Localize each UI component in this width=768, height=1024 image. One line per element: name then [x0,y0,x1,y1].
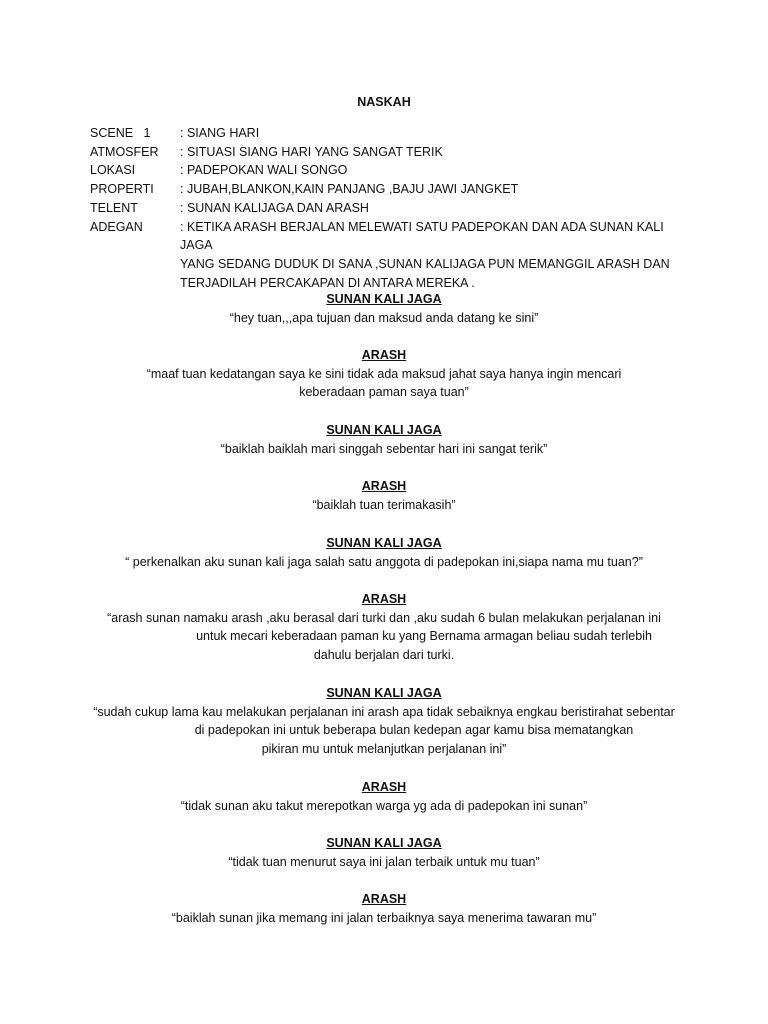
dialogue-block [0,890,768,927]
dialogue-line: “arash sunan namaku arash ,aku berasal dari turki dan ,aku sudah 6 bulan melakukan perjalanan ini [107,610,661,625]
dialogue-line: “hey tuan,,,apa tujuan dan maksud anda datang ke sini” [229,310,539,325]
dialogue-block [0,834,768,871]
meta-label: TELENT [90,200,138,215]
meta-label: ATMOSFER [90,144,159,159]
meta-label: SCENE 1 [90,126,151,140]
meta-value: : JUBAH,BLANKON,KAIN PANJANG ,BAJU JAWI JANGKET [180,182,519,197]
speaker-name: SUNAN KALI JAGA [326,292,442,306]
dialogue-line: “ perkenalkan aku sunan kali jaga salah satu anggota di padepokan ini,siapa nama mu tuan?” [125,554,643,569]
dialogue-block [0,477,768,514]
dialogue-line: dahulu berjalan dari turki. [313,648,455,663]
meta-value: YANG SEDANG DUDUK DI SANA ,SUNAN KALIJAGA PUN MEMANGGIL ARASH DAN [180,256,670,271]
dialogue-line: “baiklah sunan jika memang ini jalan terbaiknya saya menerima tawaran mu” [171,910,597,925]
scene-metadata [90,124,690,292]
dialogue-block [0,421,768,458]
meta-value: : PADEPOKAN WALI SONGO [180,163,348,178]
dialogue-line: di padepokan ini untuk beberapa bulan kedepan agar kamu bisa mematangkan [194,723,634,738]
speaker-name: ARASH [361,348,407,362]
dialogue-line: untuk mecari keberadaan paman ku yang Bernama armagan beliau sudah terlebih [196,629,652,644]
meta-value: : SIANG HARI [180,126,260,140]
speaker-name: ARASH [361,592,407,606]
meta-row-telent [90,199,690,218]
meta-label: PROPERTI [90,182,154,197]
dialogue-line: “sudah cukup lama kau melakukan perjalanan ini arash apa tidak sebaiknya engkau beristirahat sebentar [93,704,675,719]
meta-row-atmosfer [90,143,690,162]
speaker-name: SUNAN KALI JAGA [326,536,442,550]
dialogue-block [0,684,768,759]
dialogue-line: “baiklah baiklah mari singgah sebentar hari ini sangat terik” [220,441,548,456]
dialogue-line: “tidak sunan aku takut merepotkan warga yg ada di padepokan ini sunan” [180,798,588,813]
dialogue-line: “baiklah tuan terimakasih” [312,497,456,512]
speaker-name: ARASH [361,892,407,906]
dialogue-line: keberadaan paman saya tuan” [299,385,469,400]
dialogue-block [0,590,768,665]
meta-row-properti [90,180,690,199]
speaker-name: ARASH [361,780,407,794]
speaker-name: SUNAN KALI JAGA [326,836,442,850]
dialogue-block [0,778,768,815]
speaker-name: ARASH [361,479,407,493]
meta-label: ADEGAN [90,219,143,234]
speaker-name: SUNAN KALI JAGA [326,423,442,437]
meta-row-lokasi [90,161,690,180]
dialogue-block [0,290,768,327]
meta-value: TERJADILAH PERCAKAPAN DI ANTARA MEREKA . [180,275,475,290]
dialogue-line: “maaf tuan kedatangan saya ke sini tidak ada maksud jahat saya hanya ingin mencari [146,366,622,381]
dialogue-line: “tidak tuan menurut saya ini jalan terbaik untuk mu tuan” [228,854,540,869]
speaker-name: SUNAN KALI JAGA [326,686,442,700]
meta-row-scene [90,124,690,143]
meta-label: LOKASI [90,163,136,178]
meta-value: : SITUASI SIANG HARI YANG SANGAT TERIK [180,144,443,159]
dialogue-block [0,346,768,402]
meta-value: : SUNAN KALIJAGA DAN ARASH [180,200,369,215]
dialogue-line: pikiran mu untuk melanjutkan perjalanan ini” [261,742,507,757]
document-title: NASKAH [357,95,411,109]
dialogue-block [0,534,768,571]
meta-value: : KETIKA ARASH BERJALAN MELEWATI SATU PADEPOKAN DAN ADA SUNAN KALI JAGA [180,219,664,253]
meta-row-adegan [90,218,690,293]
